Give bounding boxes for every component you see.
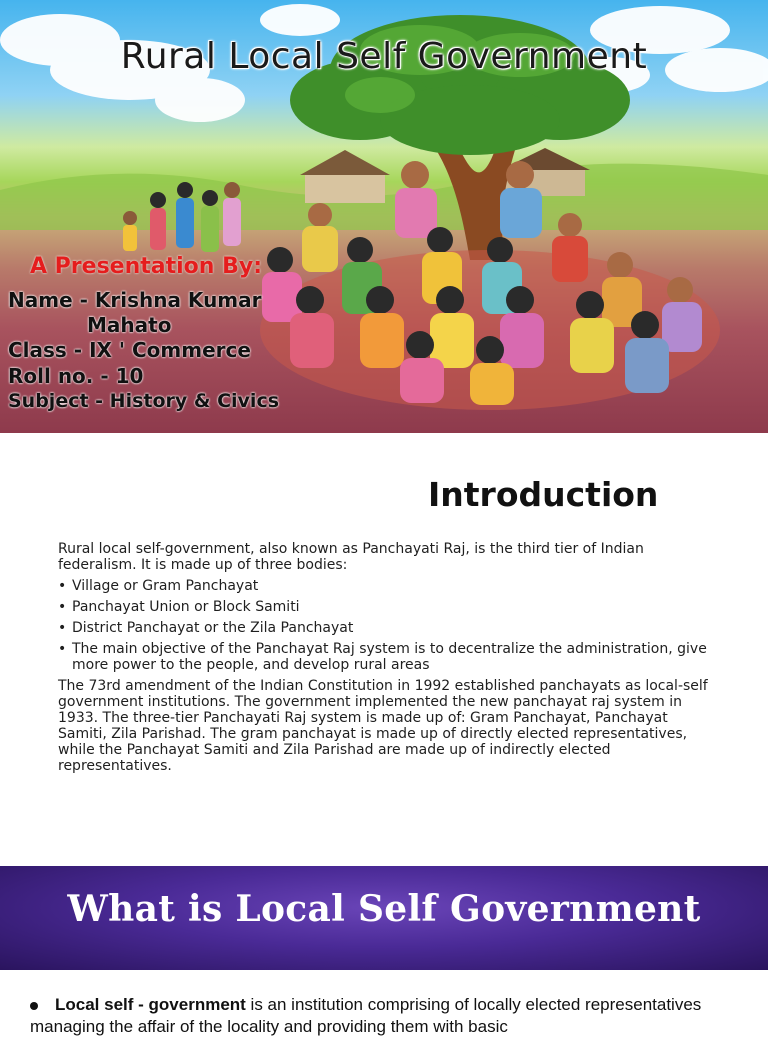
- presenter-surname: Mahato: [87, 313, 172, 337]
- intro-paragraph: Rural local self-government, also known as Panchayati Raj, is the third tier of Indian federalism. It is made up of three bodies:: [58, 541, 644, 573]
- list-item: • District Panchayat or the Zila Panchayat: [58, 620, 354, 636]
- presenter-subject: Subject - History & Civics: [8, 390, 280, 412]
- bullet-icon: •: [58, 578, 67, 594]
- presenter-class: Class - IX ' Commerce: [8, 338, 251, 362]
- bullet-icon: [30, 1002, 38, 1010]
- definition-slide: [0, 866, 768, 1036]
- bullet-icon: •: [58, 641, 67, 657]
- title-banner: [0, 866, 768, 970]
- slide-title: Rural Local Self Government: [120, 36, 648, 77]
- introduction-body: [58, 541, 708, 779]
- presenter-roll: Roll no. - 10: [8, 364, 144, 388]
- presented-by-label: A Presentation By:: [30, 254, 263, 279]
- list-item: • The main objective of the Panchayat Raj system is to decentralize the administration, give more power to the people, and develop rural areas: [58, 641, 707, 673]
- definition-term: Local self - government: [55, 995, 246, 1014]
- presenter-name: Name - Krishna Kumar: [8, 288, 262, 312]
- list-item: • Panchayat Union or Block Samiti: [58, 599, 300, 615]
- definition-text: [30, 994, 750, 1038]
- bullet-icon: •: [58, 620, 67, 636]
- definition-body: is an institution comprising of locally elected representatives managing the affair of the locality and providing them with basic: [30, 995, 702, 1036]
- bodies-list: [58, 578, 708, 673]
- amendment-paragraph: The 73rd amendment of the Indian Constitution in 1992 established panchayats as local-self government institutions. The government implemented the new panchayat raj system in 1933. The three-tier Panchayati Raj system is made up of: Gram Panchayat, Panchayat Samiti, Zila Parishad. The gram panchayat is made up of directly elected representatives, while the Panchayat Samiti and Zila Parishad are made up of indirectly elected representatives.: [58, 678, 708, 774]
- bullet-icon: •: [58, 599, 67, 615]
- title-slide: [0, 0, 768, 433]
- introduction-heading: Introduction: [428, 475, 659, 514]
- banner-title: What is Local Self Government: [67, 888, 701, 930]
- introduction-slide: [0, 433, 768, 866]
- list-item: • Village or Gram Panchayat: [58, 578, 259, 594]
